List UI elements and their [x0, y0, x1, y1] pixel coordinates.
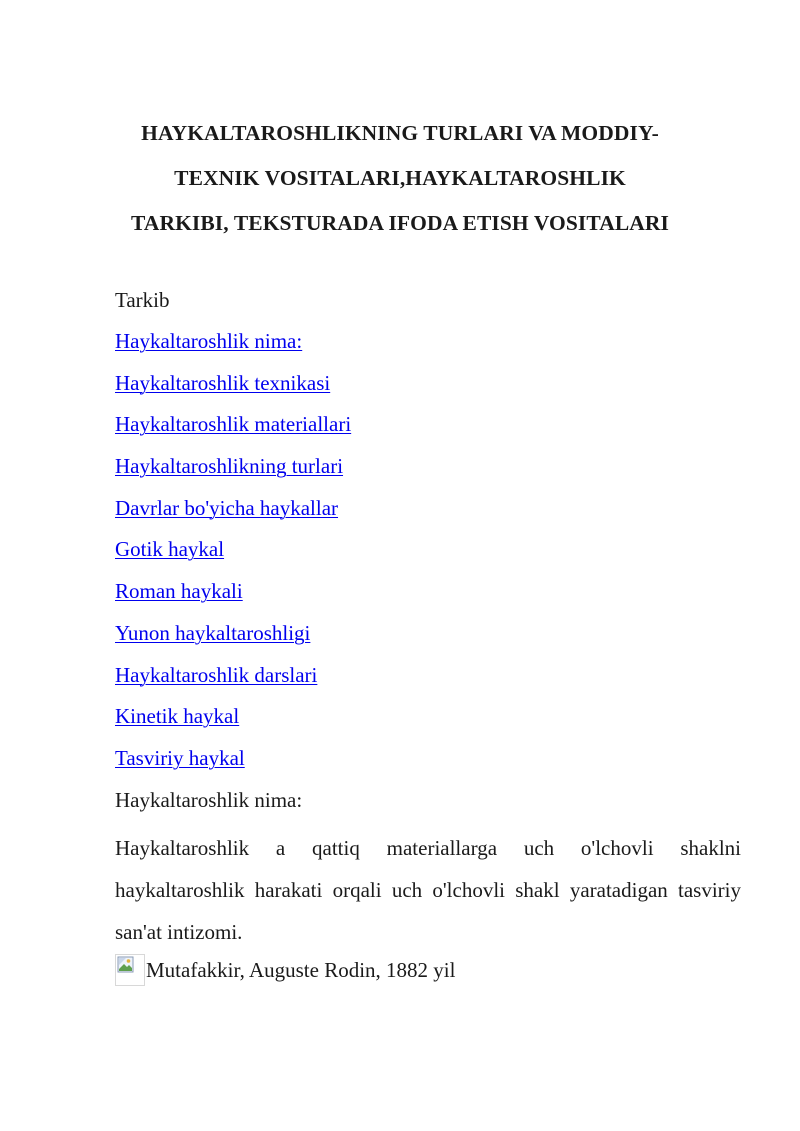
toc-item	[115, 577, 351, 619]
toc-item	[115, 410, 351, 452]
toc-item	[115, 661, 351, 703]
toc-link-yunon[interactable]: Yunon haykaltaroshligi	[115, 620, 311, 645]
body-paragraph: Haykaltaroshlik a qattiq materiallarga uch o'lchovli shaklni haykaltaroshlik harakati orqali uch o'lchovli shakl yaratadigan tasviriy san'at intizomi.	[115, 836, 741, 944]
toc-item	[115, 494, 351, 536]
toc-link-gotik[interactable]: Gotik haykal	[115, 537, 225, 562]
toc-link-haykaltaroshlik-nima[interactable]: Haykaltaroshlik nima:	[115, 329, 303, 353]
figure	[115, 951, 455, 987]
toc-item	[115, 369, 351, 411]
toc-item	[115, 619, 351, 661]
toc-item	[115, 744, 351, 786]
title-line-3: TARKIBI, TEKSTURADA IFODA ETISH VOSITALARI	[130, 211, 670, 235]
broken-image-icon	[115, 954, 145, 986]
title-line-2: TEXNIK VOSITALARI,HAYKALTAROSHLIK	[174, 166, 626, 190]
toc-item	[115, 535, 351, 577]
toc-link-darslari[interactable]: Haykaltaroshlik darslari	[115, 662, 318, 687]
toc-item	[115, 327, 351, 369]
toc-link-materiallari[interactable]: Haykaltaroshlik materiallari	[115, 412, 352, 437]
title-line-1: HAYKALTAROSHLIKNING TURLARI VA MODDIY-	[141, 121, 659, 145]
toc-heading: Tarkib	[115, 288, 170, 312]
toc-link-davrlar[interactable]: Davrlar bo'yicha haykallar	[115, 495, 339, 520]
toc-link-roman[interactable]: Roman haykali	[115, 579, 243, 604]
toc-item	[115, 452, 351, 494]
document-title	[100, 111, 700, 246]
figure-caption: Mutafakkir, Auguste Rodin, 1882 yil	[146, 958, 456, 982]
toc-link-tasviriy[interactable]: Tasviriy haykal	[115, 745, 245, 770]
section-heading: Haykaltaroshlik nima:	[115, 788, 303, 812]
table-of-contents	[115, 327, 351, 786]
toc-item	[115, 702, 351, 744]
toc-link-texnikasi[interactable]: Haykaltaroshlik texnikasi	[115, 370, 331, 395]
toc-link-turlari[interactable]: Haykaltaroshlikning turlari	[115, 454, 344, 479]
toc-link-kinetik[interactable]: Kinetik haykal	[115, 704, 240, 729]
